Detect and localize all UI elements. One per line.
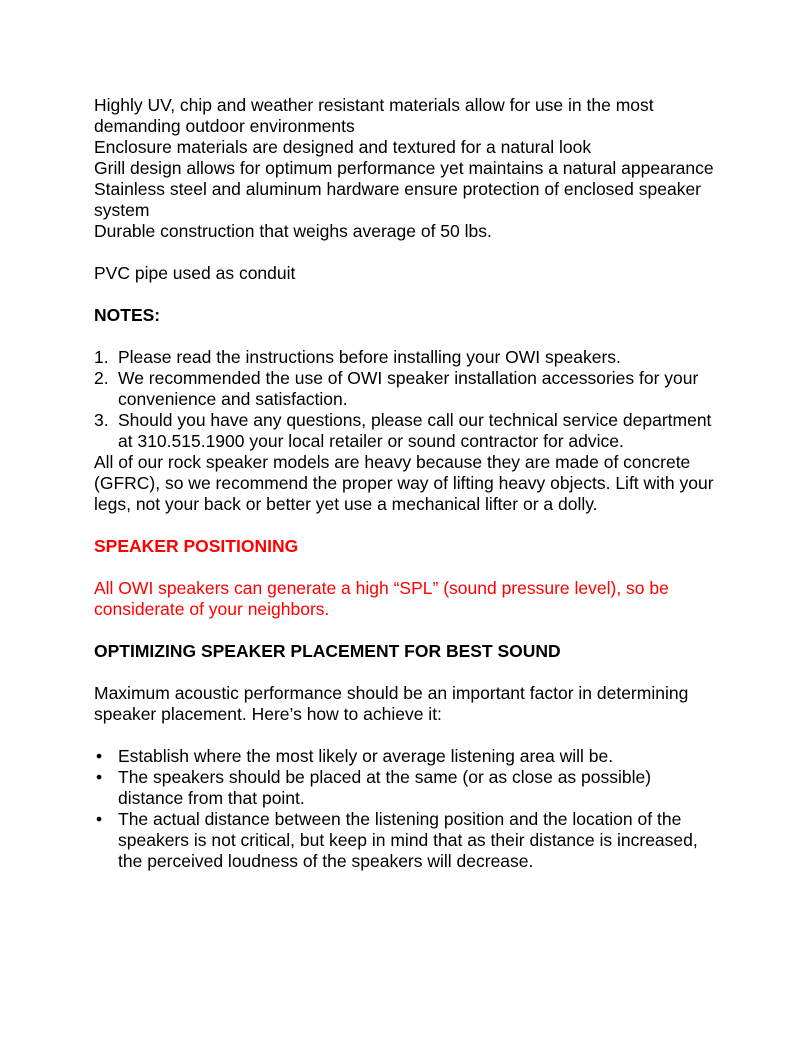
list-item — [94, 347, 714, 368]
placement-bullets — [94, 746, 714, 872]
notes-heading: NOTES: — [94, 305, 161, 325]
feature-line: Stainless steel and aluminum hardware ensure protection of enclosed speaker system — [94, 179, 702, 220]
document-page — [94, 95, 714, 872]
list-item-text: The speakers should be placed at the same (or as close as possible) distance from that point. — [118, 767, 652, 808]
spacer — [94, 242, 714, 263]
spacer — [94, 725, 714, 746]
spacer — [94, 326, 714, 347]
spl-warning: All OWI speakers can generate a high “SPL” (sound pressure level), so be considerate of your neighbors. — [94, 578, 669, 619]
list-item — [94, 746, 714, 767]
spacer — [94, 620, 714, 641]
spacer — [94, 557, 714, 578]
feature-line: Highly UV, chip and weather resistant materials allow for use in the most demanding outdoor environments — [94, 95, 654, 136]
list-item — [94, 368, 714, 410]
bullet-icon: • — [96, 809, 103, 829]
bullet-icon: • — [96, 767, 103, 787]
lifting-paragraph: All of our rock speaker models are heavy because they are made of concrete (GFRC), so we recommend the proper way of lifting heavy objects. Lift with your legs, not your back or better yet use a mechanical lifter or a dolly. — [94, 452, 714, 514]
list-number: 1. — [94, 347, 109, 367]
list-item-text: Please read the instructions before installing your OWI speakers. — [118, 347, 621, 367]
list-item-text: We recommended the use of OWI speaker installation accessories for your convenience and satisfaction. — [118, 368, 699, 409]
placement-heading: OPTIMIZING SPEAKER PLACEMENT FOR BEST SOUND — [94, 641, 561, 661]
bullet-icon: • — [96, 746, 103, 766]
list-item — [94, 767, 714, 809]
placement-intro: Maximum acoustic performance should be an important factor in determining speaker placement. Here’s how to achieve it: — [94, 683, 689, 724]
list-item — [94, 410, 714, 452]
list-number: 2. — [94, 368, 109, 388]
feature-line: Durable construction that weighs average of 50 lbs. — [94, 221, 492, 241]
feature-line: Grill design allows for optimum performance yet maintains a natural appearance — [94, 158, 714, 178]
list-item — [94, 809, 714, 872]
pvc-line: PVC pipe used as conduit — [94, 263, 296, 283]
spacer — [94, 284, 714, 305]
list-number: 3. — [94, 410, 109, 430]
positioning-heading: SPEAKER POSITIONING — [94, 536, 299, 556]
spacer — [94, 515, 714, 536]
list-item-text: The actual distance between the listening position and the location of the speakers is not critical, but keep in mind that as their distance is increased, the perceived loudness of the speakers will decrease. — [118, 809, 698, 871]
list-item-text: Establish where the most likely or average listening area will be. — [118, 746, 614, 766]
list-item-text: Should you have any questions, please call our technical service department at 310.515.1900 your local retailer or sound contractor for advice. — [118, 410, 712, 451]
notes-list — [94, 347, 714, 452]
features-block — [94, 95, 714, 242]
spacer — [94, 662, 714, 683]
feature-line: Enclosure materials are designed and textured for a natural look — [94, 137, 592, 157]
